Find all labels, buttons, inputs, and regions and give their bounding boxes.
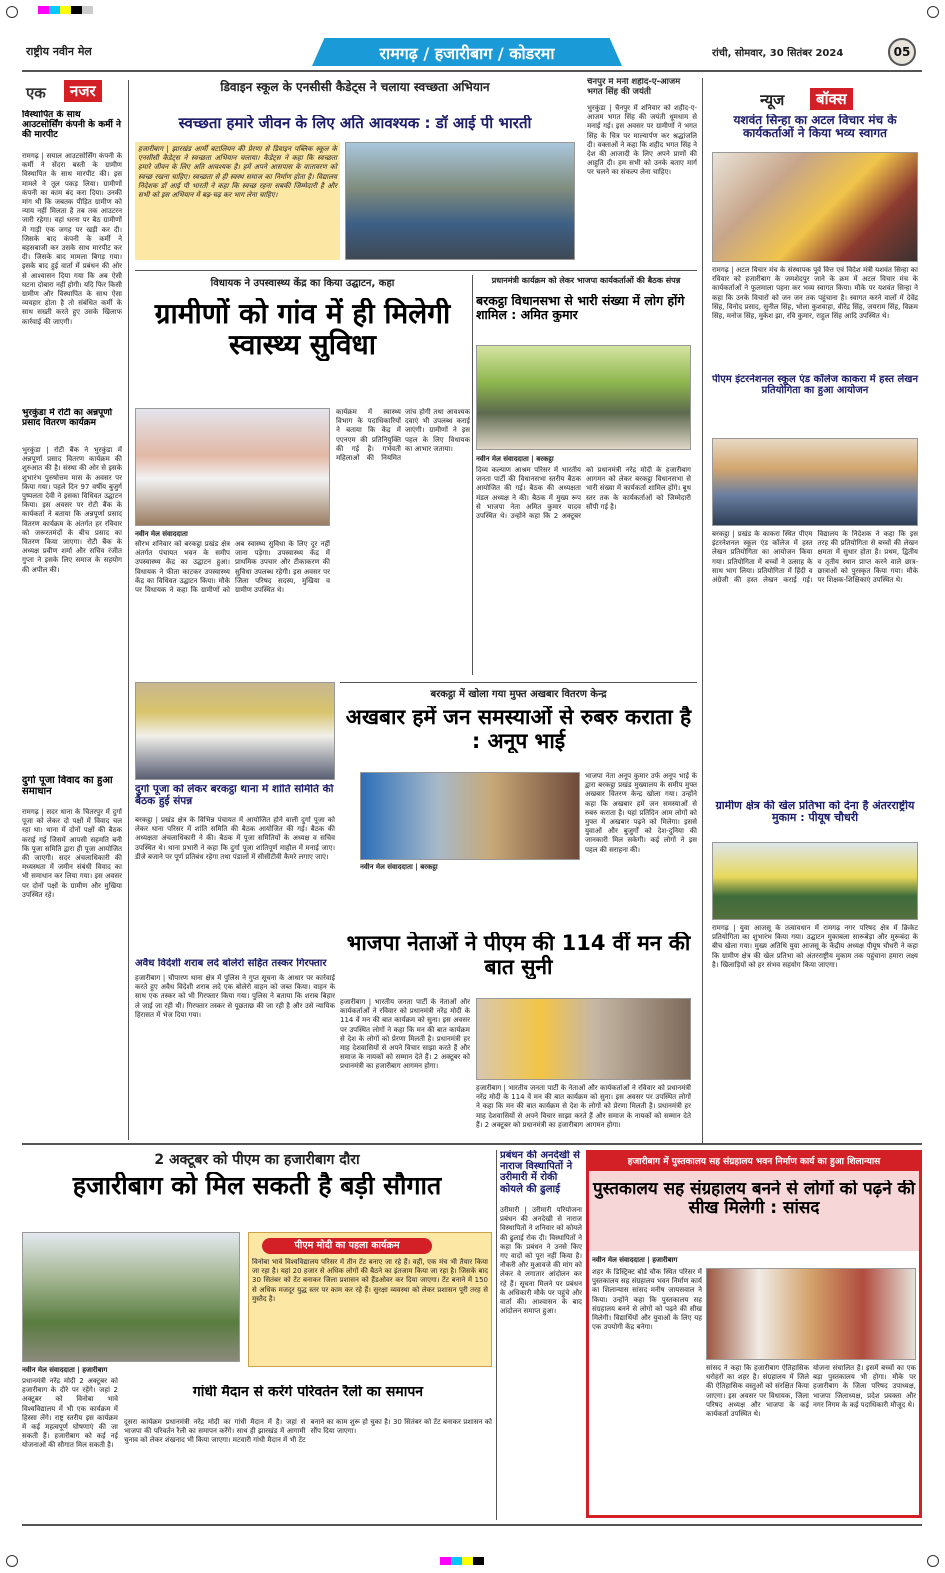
pm-visit-caption: नवीन मेल संवाददाता | हजारीबाग bbox=[22, 1366, 108, 1374]
ncc-body: हजारीबाग | झारखंड आर्मी बटालियन की प्रेरणा से डिवाइन पब्लिक स्कूल के एनसीसी कैडेट्स ने स्वच्छता अभियान चलाया। कैडेट्स ने कहा कि स्वच्छता हमारे जीवन के लिए अति आवश्यक है। हमें अपने आसपास के वातावरण को स्वच्छ रखना चाहिए। स्वच्छता से ही स्वस्थ समाज का निर्माण होता है। विद्यालय निदेशक डॉ आई पी भारती ने कहा कि स्वच्छ रहना सबकी जिम्मेदारी है और सभी को इस अभियान में बढ़-चढ़ कर भाग लेना चाहिए। bbox=[135, 142, 340, 260]
section-rule bbox=[340, 682, 697, 683]
mann-ki-baat-body: हजारीबाग | भारतीय जनता पार्टी के नेताओं और कार्यकर्ताओं ने रविवार को प्रधानमंत्री नरेंद्र मोदी के 114 वें मन की बात कार्यक्रम को सुना। इस अवसर पर उपस्थित लोगों ने कहा कि मन की बात कार्यक्रम से देश के लोगों को प्रेरणा मिलती है। प्रधानमंत्री हर माह देशवासियों से अपने विचार साझा करते हैं और समाज के नायकों को सम्मान देते हैं। 2 अक्टूबर को प्रधानमंत्री का हजारीबाग आगमन होगा। bbox=[340, 998, 470, 1071]
pm-meeting-headline: बरकट्ठा विधानसभा से भारी संख्या में लोग होंगे शामिल : अमित कुमार bbox=[476, 294, 685, 322]
peace-committee-photo bbox=[135, 682, 335, 780]
library-body-2: सांसद ने कहा कि हजारीबाग ऐतिहासिक धरोहरों का शहर है। संग्रहालय में जिले की ऐतिहासिक वस्तुओं को संरक्षित किया जाएगा। इस अवसर पर विधायक, जिला परिषद अध्यक्ष और भाजपा के कई कार्यकर्ता उपस्थित थे। bbox=[706, 1364, 809, 1419]
ek-nazar-label-a: एक bbox=[26, 84, 46, 102]
news-box-body: रामगढ़ | अटल विचार मंच के संस्थापक पूर्व वित्त एवं विदेश मंत्री यशवंत सिन्हा का रविवार को हजारीबाग के जमशेदपुर जाने के क्रम में अटल विचार मंच के कार्यकर्ताओं ने फूलमाला पहना कर भव्य स्वागत किया। मौके पर यशवंत सिन्हा ने कहा कि उनके विचारों को जन जन तक पहुंचाना है। स्वागत करने वालों में देवेंद्र सिंह, विनोद प्रसाद, सुनील सिंह, भोला कुशवाहा, वीरेंद्र सिंह, जयराम सिंह, विक्रम सिंह, मनोज सिंह, मुकेश झा, रवि कुमार, राहुल सिंह आदि उपस्थित थे। bbox=[712, 266, 918, 321]
pm-meeting-body: दिव्य कल्याण आश्रम परिसर में भारतीय जनता पार्टी की विधानसभा स्तरीय बैठक आयोजित की गई। बैठक की अध्यक्षता मंडल अध्यक्ष ने की। बैठक में मुख्य रूप से भाजपा नेता अमित कुमार यादव उपस्थित थे। उन्होंने कहा कि 2 अक्टूबर को प्रधानमंत्री नरेंद्र मोदी के हजारीबाग आगमन को लेकर बरकट्ठा विधानसभा से भारी संख्या में कार्यकर्ता शामिल होंगे। बूथ स्तर तक के कार्यकर्ताओं को जिम्मेदारी सौंपी गई है। bbox=[476, 466, 691, 521]
column-divider bbox=[472, 275, 473, 675]
ek-nazar-label-b: नजर bbox=[64, 80, 102, 102]
ek-nazar-brief-2-title: भुरकुंडा में रोटी का अन्नपूर्णा प्रसाद वितरण कार्यक्रम bbox=[22, 408, 113, 429]
section-rule-thick bbox=[22, 1143, 922, 1145]
yashwant-sinha-photo bbox=[712, 152, 918, 262]
liquor-body: हजारीबाग | चौपारण थाना क्षेत्र में पुलिस ने गुप्त सूचना के आधार पर कार्रवाई करते हुए अवैध विदेशी शराब लदे एक बोलेरो वाहन को जब्त किया। वाहन के साथ एक तस्कर को भी गिरफ्तार किया गया। पुलिस ने बताया कि शराब बिहार ले जाई जा रही थी। गिरफ्तार तस्कर से पूछताछ की जा रही है और उसे न्यायिक हिरासत में भेज दिया गया। bbox=[135, 974, 335, 1019]
newspaper-kicker: बरकट्ठा में खोला गया मुफ्त अखबार वितरण केन्द्र bbox=[430, 689, 607, 700]
ek-nazar-brief-1-body: रामगढ़ | सयाल आउटसोर्सिंग कंपनी के कर्मी ने सेंदरा बस्ती के ग्रामीण विस्थापित के साथ मारपीट की। इस मामले ने तूल पकड़ लिया। ग्रामीणों कंपनी का काम बंद करा दिया। उनकी मांग थी कि जबतक पीड़ित ग्रामीण को न्याय नहीं मिलता है तब तक आउटरन जारी रहेगा। वहां धरना पर बैठ ग्रामीणों में गाड़ी एक जगह पर खड़ी कर दी। जिसके बाद कंपनी के कर्मी ने बहसबाजी कर उसके साथ मारपीट कर दी। जिसके बाद मामला बिगड़ गया। इसके बाद हुई वार्ता में प्रबंधन की ओर से आश्वासन दिया गया कि अब ऐसी घटना दोबारा नहीं होगी। यदि फिर किसी ग्रामीण और विस्थापित के साथ ऐसा व्यवहार होता है तो संबंधित कर्मी के साथ सख्ती करते हुए उसके खिलाफ कार्रवाई की जाएगी। bbox=[22, 152, 122, 326]
health-body-1: सौरभ शनिवार को बरकट्ठा प्रखंड क्षेत्र अंतर्गत पंचायत भवन के समीप उपस्वास्थ्य केंद्र का उद्घाटन हुआ। विधायक ने फीता काटकर उपस्वास्थ्य केंद्र का विधिवत उद्घाटन किया। मौके पर विधायक ने कहा कि ग्रामीणों को अब स्वास्थ्य सुविधा के लिए दूर नहीं जाना पड़ेगा। उपस्वास्थ्य केंद्र में प्राथमिक उपचार और टीकाकरण की सुविधा उपलब्ध रहेगी। इस अवसर पर जिला परिषद सदस्य, मुखिया व ग्रामीण उपस्थित थे। bbox=[135, 540, 330, 595]
ek-nazar-brief-3-body: रामगढ़ | सदर थाना के चितरपुर में दुर्गा पूजा को लेकर दो पक्षों में विवाद चल रहा था। थाना में दोनों पक्षों की बैठक कराई गई जिसमें आपसी सहमति बनी कि पूजा समिति द्वारा ही पूजा आयोजित की जाएगी। सदर अंचलाधिकारी की मध्यस्थता में जमीन संबंधी विवाद का भी समाधान कर लिया गया। इस अवसर पर दोनों पक्षों के ग्रामीण और मुखिया उपस्थित रहे। bbox=[22, 808, 122, 899]
column-divider bbox=[496, 1150, 497, 1520]
color-bar-bottom bbox=[440, 1557, 484, 1565]
news-box-label-a: न्यूज bbox=[760, 91, 785, 109]
library-banner: हजारीबाग में पुस्तकालय सह संग्रहालय भवन निर्माण कार्य का हुआ शिलान्यास bbox=[589, 1153, 919, 1171]
newspaper-headline: अखबार हमें जन समस्याओं से रुबरु कराता है : अनूप भाई bbox=[345, 706, 692, 753]
newspaper-stall-photo bbox=[360, 772, 580, 860]
registration-mark bbox=[927, 1555, 939, 1567]
handwriting-headline: पीएम इंटरनेशनल स्कूल एंड कॉलेज काकरा में हस्त लेखन प्रतियोगिता का हुआ आयोजन bbox=[711, 374, 919, 397]
news-box-headline: यशवंत सिन्हा का अटल विचार मंच के कार्यकर्ताओं ने किया भव्य स्वागत bbox=[733, 114, 897, 141]
coal-headline: प्रबंधन की अनदेखी से नाराज विस्थापितों ने उरीमारी में रोकी कोयले की ढुलाई bbox=[500, 1150, 580, 1195]
pm-first-program-body: विनोबा भावे विश्वविद्यालय परिसर में तीन टेंट बनाए जा रहे हैं। वहीं, एक मंच भी तैयार किया जा रहा है। यहां 20 हजार से अधिक लोगों की बैठने का इंतजाम किया जा रहा है। जिसके बाद 30 सितंबर को टेंट बनाकर जिला प्रशासन को हैंडओवर कर दिया जाएगा। टेंट बनाने में 150 से अधिक मजदूर युद्ध स्तर पर काम कर रहे हैं। सुरक्षा व्यवस्था को लेकर प्रशासन पूरी तरह से मुस्तैद है। bbox=[252, 1258, 488, 1303]
news-box-label bbox=[760, 88, 880, 110]
pm-visit-kicker: 2 अक्टूबर को पीएम का हजारीबाग दौरा bbox=[154, 1152, 360, 1168]
pm-meeting-kicker: प्रधानमंत्री कार्यक्रम को लेकर भाजपा कार्यकर्ताओं की बैठक संपन्न bbox=[491, 276, 681, 285]
column-divider bbox=[702, 78, 703, 1143]
footer-rule bbox=[22, 1524, 922, 1526]
page-number: 05 bbox=[888, 38, 916, 66]
pm-visit-headline: हजारीबाग को मिल सकती है बड़ी सौगात bbox=[72, 1172, 442, 1200]
durga-body: बरकट्ठा | प्रखंड क्षेत्र के विभिन्न पंचायत में आयोजित होने वाली दुर्गा पूजा को लेकर थाना परिसर में शांति समिति की बैठक आयोजित की गई। बैठक की अध्यक्षता अंचलाधिकारी ने की। बैठक में पूजा समितियों के अध्यक्ष व सचिव उपस्थित थे। थाना प्रभारी ने कहा कि दुर्गा पूजा शांतिपूर्ण माहौल में मनाई जाए। डीजे बजाने पर पूर्ण प्रतिबंध रहेगा तथा पंडालों में सीसीटीवी कैमरे लगाए जाएं। bbox=[135, 816, 335, 861]
coal-body: उरीमारी | उरीमारी परियोजना प्रबंधन की अनदेखी से नाराज विस्थापितों ने शनिवार को कोयले की ढुलाई रोक दी। विस्थापितों ने कहा कि प्रबंधन ने उनसे किए गए वादों को पूरा नहीं किया है। नौकरी और मुआवजे की मांग को लेकर वे लगातार आंदोलन कर रहे हैं। सूचना मिलने पर प्रबंधन के अधिकारी मौके पर पहुंचे और वार्ता की। आश्वासन के बाद आंदोलन समाप्त हुआ। bbox=[500, 1206, 582, 1316]
health-centre-inauguration-photo bbox=[135, 408, 330, 526]
library-body: शहर के डिस्ट्रिक्ट बोर्ड चौक स्थित परिसर में पुस्तकालय सह संग्रहालय भवन निर्माण कार्य का शिलान्यास सांसद मनीष जायसवाल ने किया। उन्होंने कहा कि पुस्तकालय सह संग्रहालय बनने से लोगों को पढ़ने की सीख मिलेगी। विद्यार्थियों और युवाओं के लिए यह एक उपयोगी केंद्र बनेगा। bbox=[592, 1268, 702, 1332]
sports-body: रामगढ़ | युवा आजसू के तत्वावधान में रामगढ़ नगर परिषद क्षेत्र में क्रिकेट प्रतियोगिता का शुभारंभ किया गया। उद्घाटन मुकाबला सारूबेड़ा और मुरूबंदा के बीच खेला गया। मुख्य अतिथि युवा आजसू के केंद्रीय अध्यक्ष पीयूष चौधरी ने कहा कि ग्रामीण क्षेत्र की खेल प्रतिभा को अंतरराष्ट्रीय मुकाम तक पहुंचाना हमारा लक्ष्य है। खिलाड़ियों को हर संभव सहयोग किया जाएगा। bbox=[712, 924, 918, 969]
issue-date: रांची, सोमवार, 30 सितंबर 2024 bbox=[712, 48, 844, 59]
ek-nazar-label bbox=[22, 80, 122, 106]
durga-headline: दुर्गा पूजा को लेकर बरकट्ठा थाना में शांति समिति की बैठक हुई संपन्न bbox=[135, 784, 334, 807]
bjp-meeting-photo bbox=[476, 345, 691, 450]
mann-ki-baat-headline: भाजपा नेताओं ने पीएम की 114 वीं मन की बात सुनी bbox=[346, 932, 691, 979]
brand-name: राष्ट्रीय नवीन मेल bbox=[26, 45, 92, 58]
health-headline: ग्रामीणों को गांव में ही मिलेगी स्वास्थ्य सुविधा bbox=[154, 298, 451, 361]
section-rule bbox=[135, 270, 697, 271]
hazaribagh-ground-photo bbox=[22, 1232, 240, 1362]
news-box-label-b: बॉक्स bbox=[810, 88, 853, 110]
newspaper-body: भाजपा नेता अनूप कुमार उर्फ अनूप भाई के द्वारा बरकट्ठा प्रखंड मुख्यालय के समीप मुफ्त अखबार वितरण केन्द्र खोला गया। उन्होंने कहा कि अखबार हमें जन समस्याओं से रुबरु कराता है। यहां प्रतिदिन आम लोगों को मुफ्त में अखबार पढ़ने को मिलेगा। इससे युवाओं और बुजुर्गों को देश-दुनिया की जानकारी मिल सकेगी। कई लोगों ने इस पहल की सराहना की। bbox=[585, 772, 697, 854]
bhagat-singh-kicker: चैनपुर में मनी शहीद-ए-आजम भगत सिंह की जयंती bbox=[587, 78, 681, 97]
mann-ki-baat-photo bbox=[476, 998, 691, 1080]
mann-ki-baat-body-2: हजारीबाग | भारतीय जनता पार्टी के नेताओं और कार्यकर्ताओं ने रविवार को प्रधानमंत्री नरेंद्र मोदी के 114 वें मन की बात कार्यक्रम को सुना। इस अवसर पर उपस्थित लोगों ने कहा कि मन की बात कार्यक्रम से देश के लोगों को प्रेरणा मिलती है। प्रधानमंत्री हर माह देशवासियों से अपने विचार साझा करते हैं और समाज के नायकों को सम्मान देते हैं। 2 अक्टूबर को प्रधानमंत्री का हजारीबाग आगमन होगा। bbox=[476, 1084, 691, 1129]
ek-nazar-brief-1-title: विस्थापित के साथ आउटसोर्सिंग कंपनी के कर्मी ने की मारपीट bbox=[22, 110, 121, 141]
section-title: रामगढ़ / हजारीबाग / कोडरमा bbox=[379, 44, 555, 63]
health-kicker: विधायक ने उपस्वास्थ्य केंद्र का किया उद्घाटन, कहा bbox=[210, 278, 395, 289]
registration-mark bbox=[927, 6, 939, 18]
ncc-headline: स्वच्छता हमारे जीवन के लिए अति आवश्यक : डॉ आई पी भारती bbox=[178, 115, 532, 132]
handwriting-body: बरकट्ठा | प्रखंड के काकरा स्थित पीएम इंटरनेशनल स्कूल एंड कॉलेज में हस्त लेखन प्रतियोगिता का आयोजन किया गया। प्रतियोगिता में बच्चों ने उत्साह के साथ भाग लिया। प्रतियोगिता में हिंदी व अंग्रेजी की हस्त लेखन कराई गई। विद्यालय के निदेशक ने कहा कि इस तरह की प्रतियोगिता से बच्चों की लेखन क्षमता में सुधार होता है। प्रथम, द्वितीय व तृतीय स्थान प्राप्त करने वाले छात्र-छात्राओं को पुरस्कृत किया गया। मौके पर शिक्षक-शिक्षिकाएं उपस्थित थे। bbox=[712, 530, 918, 585]
pm-meeting-caption: नवीन मेल संवाददाता | बरकट्ठा bbox=[476, 455, 554, 463]
masthead bbox=[22, 38, 922, 66]
health-caption: नवीन मेल संवाददाता bbox=[135, 530, 188, 538]
column-divider bbox=[128, 80, 129, 1140]
gandhi-maidan-body: दूसरा कार्यक्रम प्रधानमंत्री नरेंद्र मोदी का गांधी मैदान में है। जहां से भाजपा की परिवर्तन रैली का समापन करेंगे। साथ ही झारखंड में आगामी चुनाव को लेकर शंखनाद भी किया जाएगा। मटवारी गांधी मैदान में भी टेंट बनाने का काम शुरू हो चुका है। 30 सितंबर को टेंट बनाकर प्रशासन को सौंप दिया जाएगा। bbox=[124, 1418, 492, 1445]
masthead-rule bbox=[22, 70, 922, 72]
registration-mark bbox=[6, 1555, 18, 1567]
pm-visit-body: प्रधानमंत्री नरेंद्र मोदी 2 अक्टूबर को हजारीबाग के दौरे पर रहेंगे। जहां 2 अक्टूबर को विनोबा भावे विश्वविद्यालय में भी एक कार्यक्रम में हिस्सा लेंगे। राष्ट्र स्तरीय इस कार्यक्रम में कई महत्वपूर्ण घोषणाएं की जा सकती हैं। हजारीबाग को कई नई योजनाओं की सौगात मिल सकती है। bbox=[22, 1377, 118, 1450]
ek-nazar-brief-3-title: दुर्गा पूजा विवाद का हुआ समाधान bbox=[22, 775, 113, 798]
newspaper-caption: नवीन मेल संवाददाता | बरकट्ठा bbox=[360, 863, 438, 871]
ncc-cadets-photo bbox=[345, 142, 575, 260]
library-body-3: योजना संचालित है। इसमें बच्चों का एक बड़ा पुस्तकालय भी होगा। मौके पर हजारीबाग के जिला परिषद उपाध्यक्ष, भाजपा जिलाध्यक्ष, प्रदेश प्रवक्ता और नगर निगम के कई पदाधिकारी मौजूद थे। bbox=[813, 1364, 916, 1409]
handwriting-contest-photo bbox=[712, 438, 918, 526]
gandhi-maidan-headline: गांधी मैदान से करेंगे परिवर्तन रैली का समापन bbox=[192, 1385, 424, 1400]
pm-first-program-title: पीएम मोदी का पहला कार्यक्रम bbox=[262, 1238, 432, 1254]
liquor-headline: अवैध विदेशी शराब लदे बोलेरो सहित तस्कर गिरफ्तार bbox=[135, 958, 327, 969]
color-bar-top bbox=[38, 6, 93, 14]
health-body-2: कार्यक्रम में स्वास्थ्य विभाग के पदाधिकारियों ने बताया कि केंद्र में एएनएम की प्रतिनियुक्ति की गई है। गर्भवती महिलाओं की नियमित जांच होगी तथा आवश्यक दवाएं भी उपलब्ध कराई जाएंगी। ग्रामीणों ने इस पहल के लिए विधायक का आभार जताया। bbox=[336, 408, 470, 463]
ncc-kicker: डिवाइन स्कूल के एनसीसी कैडेट्स ने चलाया स्वच्छता अभियान bbox=[220, 80, 490, 94]
bhagat-singh-body: भुरकुंडा | चैनपुर में शनिवार को शहीद-ए-आजम भगत सिंह की जयंती धूमधाम से मनाई गई। इस अवसर पर ग्रामीणों ने भगत सिंह के चित्र पर माल्यार्पण कर श्रद्धांजलि दी। वक्ताओं ने कहा कि शहीद भगत सिंह ने देश की आजादी के लिए अपने प्राणों की आहुति दी। हम सभी को उनके बताए मार्ग पर चलने का संकल्प लेना चाहिए। bbox=[587, 104, 697, 177]
cricket-players-photo bbox=[712, 842, 918, 920]
library-caption: नवीन मेल संवाददाता | हजारीबाग bbox=[592, 1256, 678, 1264]
ek-nazar-brief-2-body: भुरकुंडा | रोटी बैंक ने भुरकुंडा में अन्नपूर्णा प्रसाद वितरण कार्यक्रम की शुरुआत की है। संस्था की ओर से इसके शुभारंभ पुरुषोत्तम मास के अवसर पर किया गया। पहले दिन 97 वर्षीय बुजुर्ग पुष्पलता देवी ने इसका विधिवत उद्घाटन किया। इस अवसर पर रोटी बैंक के कार्यकर्ता ने बताया कि अन्नपूर्णा प्रसाद वितरण कार्यक्रम के अंतर्गत हर रविवार को जरूरतमंदों के बीच प्रसाद का वितरण किया जाएगा। रोटी बैंक के अध्यक्ष प्रवीण शर्मा और सचिव रंजीत गुप्ता ने इसके लिए समाज के सहयोग की अपील की। bbox=[22, 446, 122, 574]
library-foundation-photo bbox=[706, 1268, 916, 1360]
sports-headline: ग्रामीण क्षेत्र की खेल प्रतिभा को देना है अंतरराष्ट्रीय मुकाम : पीयूष चौधरी bbox=[715, 800, 915, 825]
registration-mark bbox=[6, 6, 18, 18]
library-headline: पुस्तकालय सह संग्रहालय बनने से लोगों को पढ़ने की सीख मिलेगी : सांसद bbox=[592, 1180, 916, 1219]
